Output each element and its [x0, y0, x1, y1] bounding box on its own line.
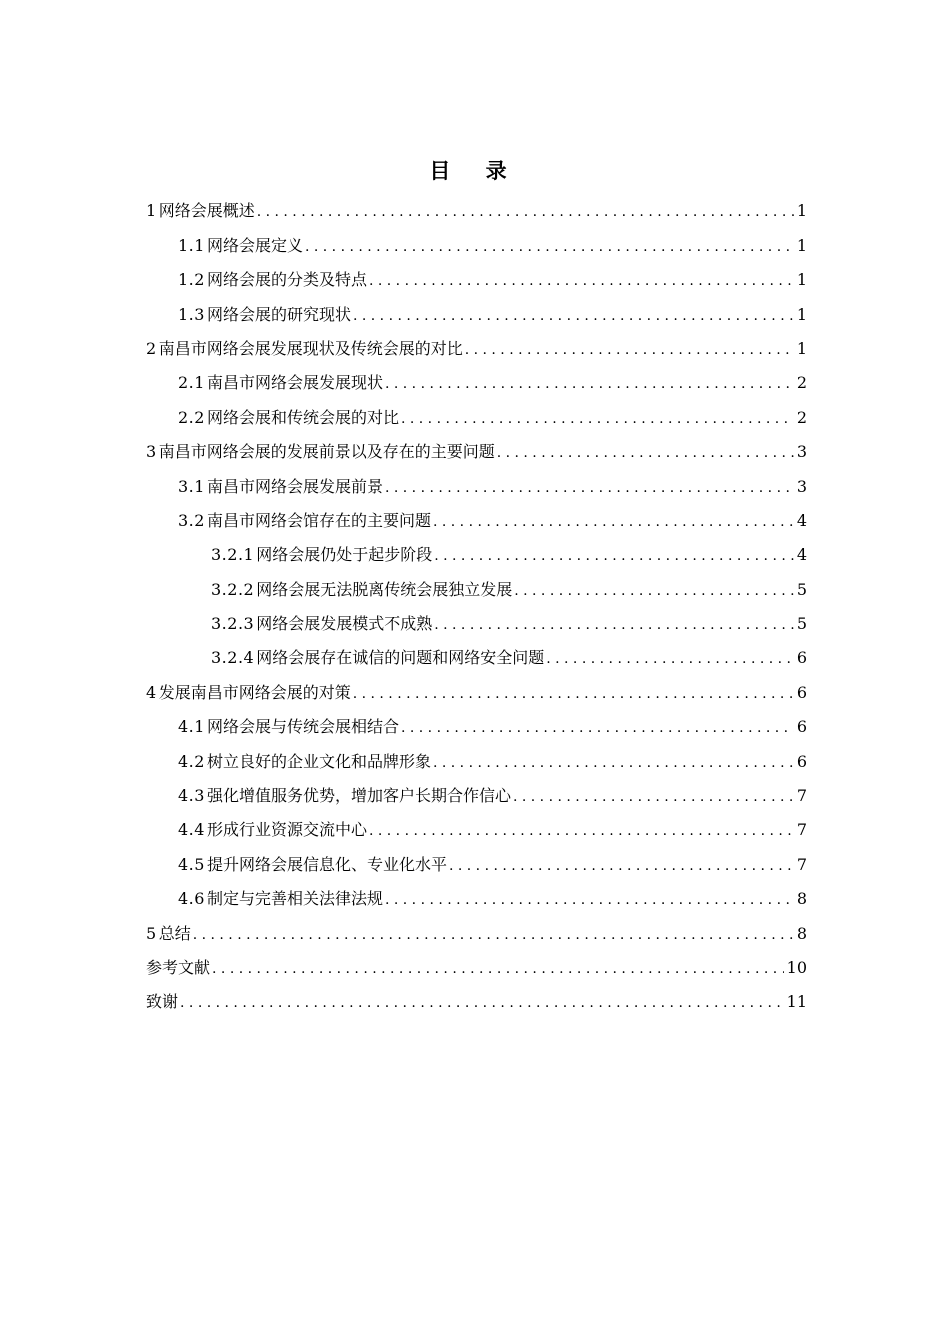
toc-entry-page-number: 6: [796, 751, 807, 771]
toc-entry[interactable]: [146, 778, 807, 812]
toc-entry-page-number: 1: [796, 201, 807, 221]
toc-entry-number: 4.5: [178, 854, 205, 874]
toc-entry[interactable]: [146, 606, 807, 640]
toc-entry-number: 2.1: [178, 373, 205, 393]
toc-entry-number: 4: [146, 682, 157, 702]
toc-entry-title: 网络会展和传统会展的对比: [206, 407, 399, 427]
toc-dot-leader: [401, 408, 794, 428]
toc-entry[interactable]: [146, 846, 807, 880]
toc-entry[interactable]: [146, 709, 807, 743]
toc-entry-title: 网络会展无法脱离传统会展独立发展: [256, 579, 513, 599]
toc-dot-leader: [257, 201, 794, 221]
toc-entry-title: 树立良好的企业文化和品牌形象: [206, 751, 431, 771]
toc-entry-page-number: 1: [796, 304, 807, 324]
toc-entry-number: 3.2.4: [211, 648, 255, 668]
toc-entry-title: 网络会展定义: [206, 235, 303, 255]
toc-entry-title: 强化增值服务优势，增加客户长期合作信心: [206, 786, 511, 806]
toc-entry-number: 2: [146, 338, 157, 358]
toc-entry-page-number: 3: [796, 442, 807, 462]
toc-entry[interactable]: [146, 674, 807, 708]
toc-entry-page-number: 8: [796, 889, 807, 909]
toc-entry-number: 1.1: [178, 235, 205, 255]
toc-entry[interactable]: [146, 296, 807, 330]
toc-entry[interactable]: [146, 434, 807, 468]
toc-entry-title: 制定与完善相关法律法规: [206, 889, 383, 909]
toc-dot-leader: [305, 236, 794, 256]
toc-entry-title: 南昌市网络会展的发展前景以及存在的主要问题: [158, 442, 495, 462]
toc-dot-leader: [433, 511, 794, 531]
toc-entry-title: 网络会展概述: [158, 201, 255, 221]
toc-dot-leader: [369, 820, 794, 840]
toc-entry-title: 致谢: [146, 992, 179, 1012]
toc-dot-leader: [385, 477, 794, 497]
toc-dot-leader: [465, 339, 794, 359]
toc-entry-title: 南昌市网络会馆存在的主要问题: [206, 510, 431, 530]
toc-dot-leader: [353, 683, 794, 703]
toc-entry-page-number: 6: [796, 648, 807, 668]
toc-entry[interactable]: [146, 193, 807, 227]
toc-entry-number: 3.1: [178, 476, 205, 496]
toc-dot-leader: [385, 373, 794, 393]
toc-entry-title: 南昌市网络会展发展前景: [206, 476, 383, 496]
toc-entry-page-number: 8: [796, 923, 807, 943]
toc-entry-number: 3.2.3: [211, 614, 255, 634]
toc-entry-number: 3: [146, 442, 157, 462]
toc-entry-title: 提升网络会展信息化、专业化水平: [206, 854, 447, 874]
toc-entry[interactable]: [146, 881, 807, 915]
toc-entry[interactable]: [146, 365, 807, 399]
toc-dot-leader: [514, 580, 794, 600]
table-of-contents: [146, 193, 807, 1018]
toc-entry-page-number: 5: [796, 614, 807, 634]
toc-entry-page-number: 6: [796, 682, 807, 702]
toc-entry[interactable]: [146, 984, 807, 1018]
toc-entry-title: 南昌市网络会展发展现状: [206, 373, 383, 393]
toc-entry-title: 总结: [158, 923, 191, 943]
toc-entry-number: 5: [146, 923, 157, 943]
toc-entry[interactable]: [146, 950, 807, 984]
toc-entry-page-number: 7: [796, 854, 807, 874]
toc-entry-number: 1: [146, 201, 157, 221]
toc-entry-number: 4.1: [178, 717, 205, 737]
page-title: 目 录: [429, 159, 521, 183]
toc-entry-page-number: 2: [796, 373, 807, 393]
toc-entry-page-number: 1: [796, 235, 807, 255]
toc-entry[interactable]: [146, 915, 807, 949]
toc-entry-title: 形成行业资源交流中心: [206, 820, 367, 840]
toc-entry-title: 网络会展存在诚信的问题和网络安全问题: [256, 648, 545, 668]
toc-entry-page-number: 1: [796, 338, 807, 358]
toc-dot-leader: [546, 648, 794, 668]
toc-entry-page-number: 3: [796, 476, 807, 496]
toc-entry-page-number: 4: [796, 545, 807, 565]
toc-dot-leader: [497, 442, 794, 462]
toc-entry-page-number: 11: [786, 992, 807, 1012]
toc-dot-leader: [385, 889, 794, 909]
toc-entry-number: 3.2.1: [211, 545, 255, 565]
toc-entry[interactable]: [146, 571, 807, 605]
toc-dot-leader: [513, 786, 794, 806]
toc-dot-leader: [449, 855, 794, 875]
toc-dot-leader: [180, 992, 784, 1012]
toc-dot-leader: [433, 752, 794, 772]
toc-entry[interactable]: [146, 503, 807, 537]
toc-dot-leader: [434, 614, 794, 634]
toc-entry[interactable]: [146, 640, 807, 674]
toc-entry-number: 1.3: [178, 304, 205, 324]
toc-entry-number: 1.2: [178, 270, 205, 290]
toc-entry-page-number: 7: [796, 820, 807, 840]
toc-entry-page-number: 7: [796, 786, 807, 806]
toc-entry-number: 4.6: [178, 889, 205, 909]
toc-entry-title: 网络会展仍处于起步阶段: [256, 545, 433, 565]
toc-entry-title: 网络会展的分类及特点: [206, 270, 367, 290]
toc-dot-leader: [193, 924, 794, 944]
toc-entry-title: 发展南昌市网络会展的对策: [158, 682, 351, 702]
toc-dot-leader: [401, 717, 794, 737]
toc-dot-leader: [353, 305, 794, 325]
toc-entry-title: 参考文献: [146, 957, 211, 977]
toc-dot-leader: [434, 545, 794, 565]
toc-entry-title: 南昌市网络会展发展现状及传统会展的对比: [158, 338, 463, 358]
toc-entry-page-number: 5: [796, 579, 807, 599]
toc-entry[interactable]: [146, 743, 807, 777]
toc-entry-number: 4.2: [178, 751, 205, 771]
toc-entry-title: 网络会展的研究现状: [206, 304, 351, 324]
toc-entry-number: 4.3: [178, 786, 205, 806]
toc-dot-leader: [369, 270, 794, 290]
toc-entry-number: 3.2: [178, 510, 205, 530]
toc-entry-number: 3.2.2: [211, 579, 255, 599]
toc-dot-leader: [212, 958, 784, 978]
toc-entry[interactable]: [146, 227, 807, 261]
toc-entry-page-number: 4: [796, 510, 807, 530]
toc-entry-page-number: 2: [796, 407, 807, 427]
toc-entry-page-number: 1: [796, 270, 807, 290]
toc-entry-title: 网络会展与传统会展相结合: [206, 717, 399, 737]
toc-entry[interactable]: [146, 262, 807, 296]
toc-entry[interactable]: [146, 399, 807, 433]
toc-entry[interactable]: [146, 468, 807, 502]
toc-entry-page-number: 10: [786, 957, 807, 977]
toc-entry[interactable]: [146, 812, 807, 846]
toc-entry[interactable]: [146, 537, 807, 571]
toc-entry-title: 网络会展发展模式不成熟: [256, 614, 433, 634]
toc-entry-number: 2.2: [178, 407, 205, 427]
toc-entry[interactable]: [146, 331, 807, 365]
toc-entry-page-number: 6: [796, 717, 807, 737]
toc-entry-number: 4.4: [178, 820, 205, 840]
